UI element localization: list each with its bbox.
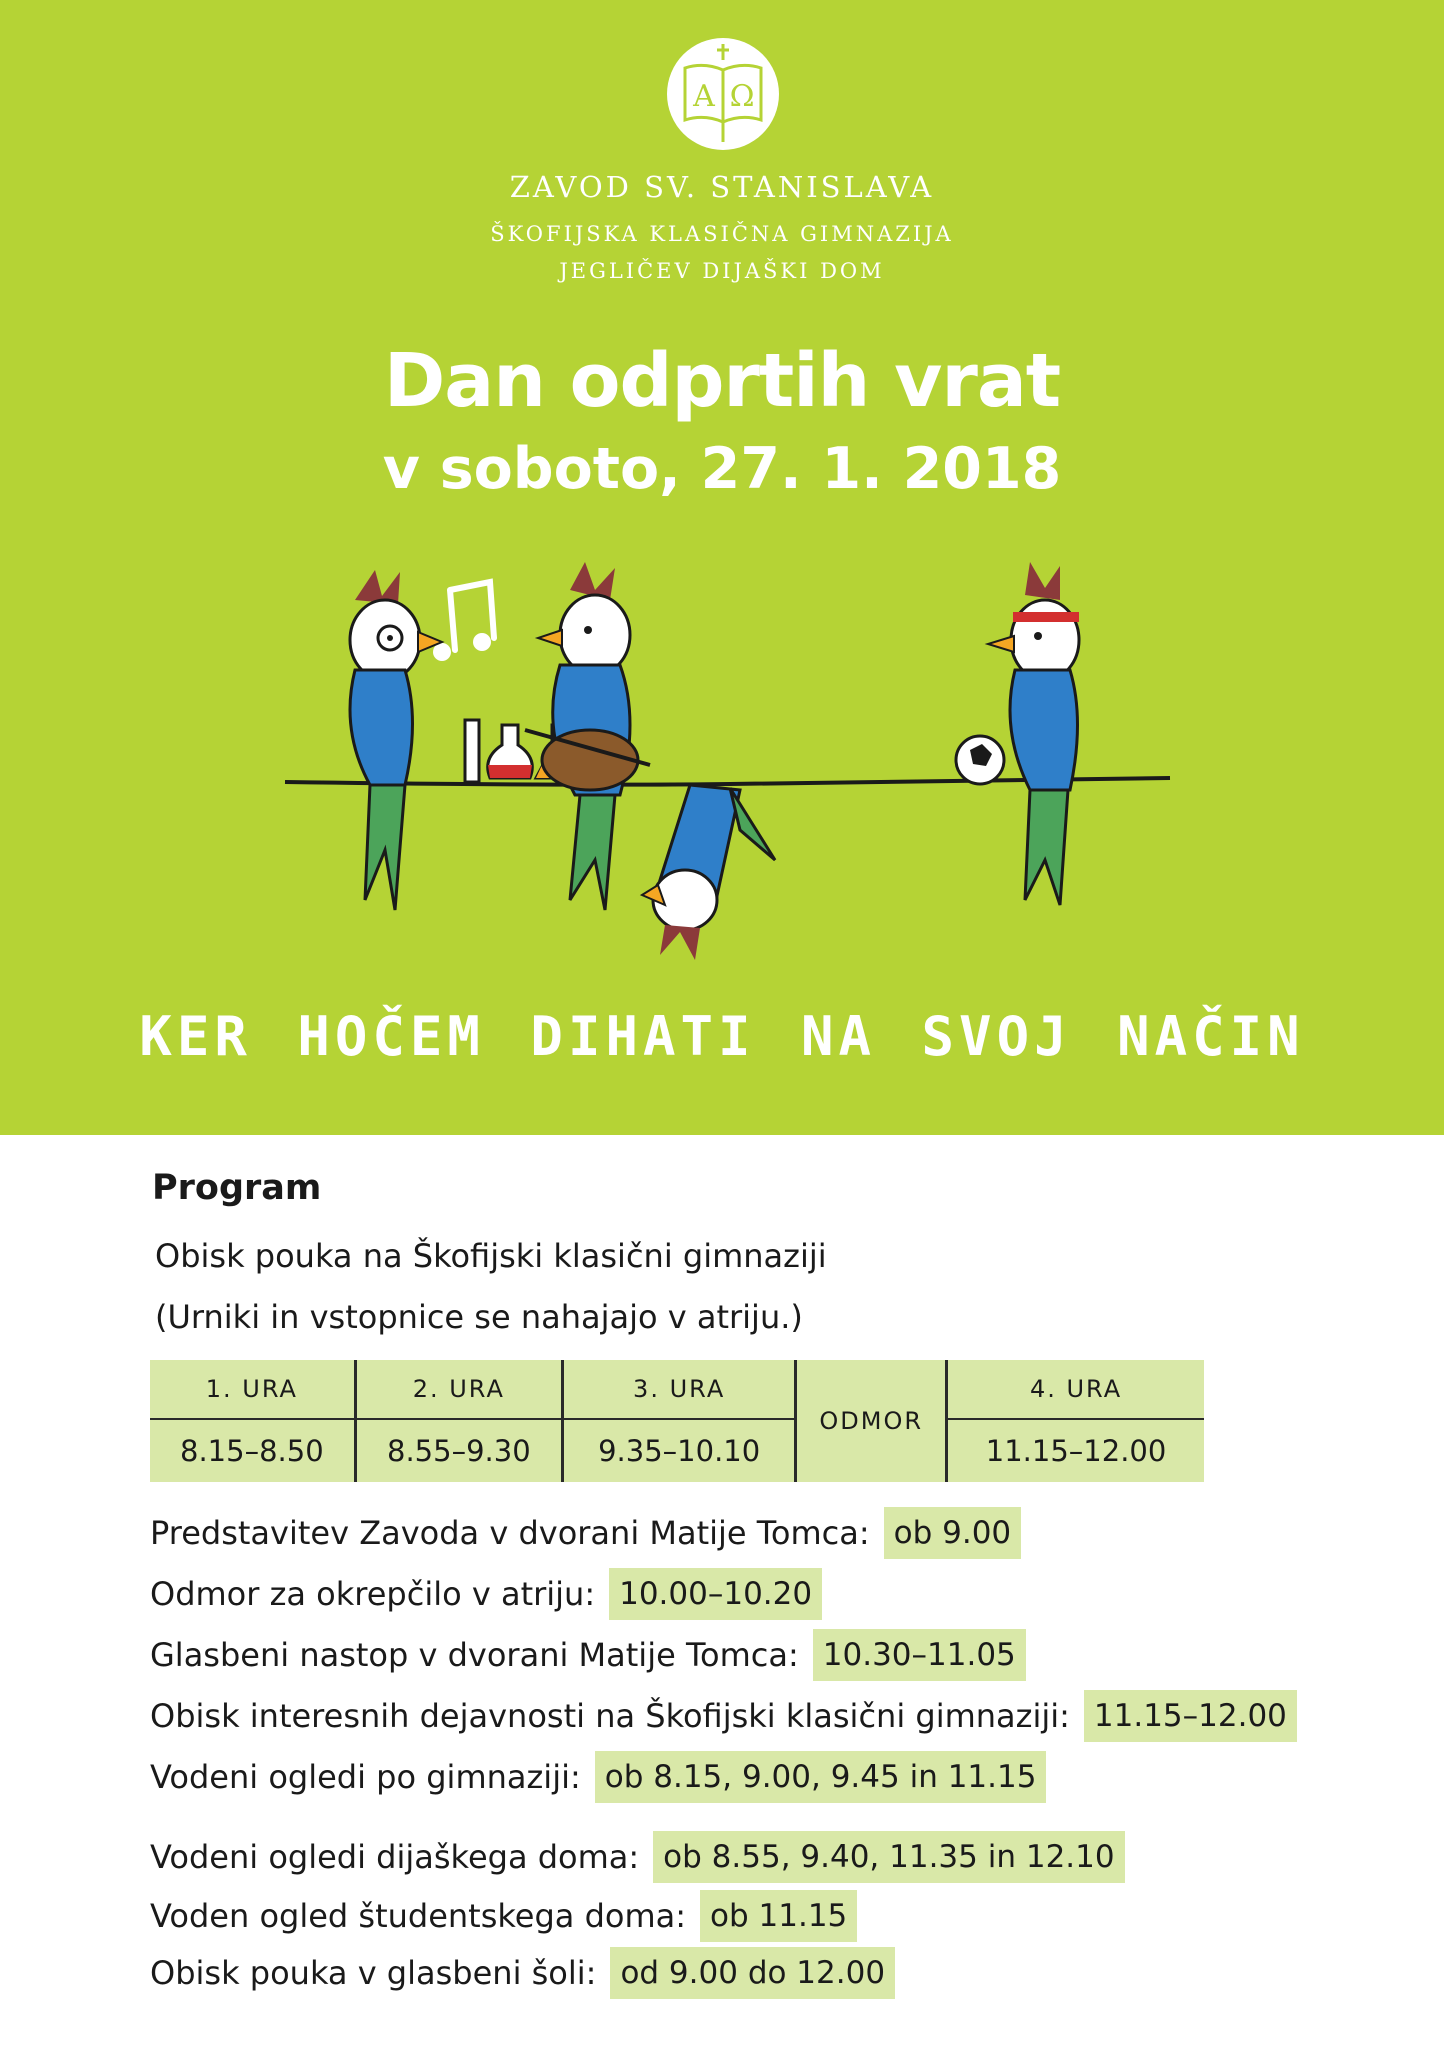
schedule-time-3: 9.35–10.10 (562, 1419, 795, 1482)
program-item-label: Obisk interesnih dejavnosti na Škofijski klasični gimnaziji: (150, 1697, 1070, 1735)
program-item (150, 1507, 1021, 1559)
program-item-time: 10.00–10.20 (609, 1568, 822, 1620)
schedule-time-1: 8.15–8.50 (180, 1434, 324, 1468)
program-item-label: Predstavitev Zavoda v dvorani Matije Tomca: (150, 1514, 870, 1552)
bird-with-glasses (350, 570, 442, 910)
upside-down-bird (642, 785, 775, 960)
svg-text:A: A (693, 79, 715, 114)
schedule-header-1: 1. URA (150, 1360, 355, 1419)
slogan: KER HOČEM DIHATI NA SVOJ NAČIN (139, 1005, 1305, 1068)
program-item-time: 10.30–11.05 (813, 1629, 1026, 1681)
schedule-header-2: 2. URA (355, 1360, 562, 1419)
school-name: ŠKOFIJSKA KLASIČNA GIMNAZIJA (490, 222, 954, 246)
program-item-label: Vodeni ogledi dijaškega doma: (150, 1838, 640, 1876)
program-item (150, 1629, 1026, 1681)
program-item (150, 1568, 822, 1620)
program-item-time: ob 11.15 (700, 1890, 857, 1942)
page-title: Dan odprtih vrat (383, 338, 1061, 424)
program-intro-line1: Obisk pouka na Škofijski klasični gimnaziji (155, 1237, 827, 1275)
dormitory-name: JEGLIČEV DIJAŠKI DOM (559, 259, 885, 283)
bird-with-guitar (525, 562, 650, 910)
program-item-time: ob 8.15, 9.00, 9.45 in 11.15 (595, 1751, 1047, 1803)
program-item (150, 1690, 1297, 1742)
schedule-time-2: 8.55–9.30 (355, 1419, 562, 1482)
program-item (150, 1947, 895, 1999)
schedule-break: ODMOR (796, 1360, 947, 1482)
program-item-time: od 9.00 do 12.00 (610, 1947, 895, 1999)
svg-text:Ω: Ω (729, 79, 755, 114)
school-logo (667, 38, 779, 150)
program-item-time: ob 9.00 (884, 1507, 1022, 1559)
bird-with-headband (988, 562, 1079, 905)
org-name: ZAVOD SV. STANISLAVA (509, 170, 935, 204)
program-intro-line2: (Urniki in vstopnice se nahajajo v atriju.) (155, 1298, 803, 1336)
program-item-label: Glasbeni nastop v dvorani Matije Tomca: (150, 1636, 799, 1674)
program-item-time: 11.15–12.00 (1084, 1690, 1297, 1742)
program-item (150, 1890, 857, 1942)
program-item (150, 1831, 1125, 1883)
event-date: v soboto, 27. 1. 2018 (382, 436, 1062, 502)
schedule-header-3: 3. URA (562, 1360, 795, 1419)
program-item-label: Odmor za okrepčilo v atriju: (150, 1575, 596, 1613)
alpha-omega-book-icon (667, 38, 779, 150)
schedule-time-4: 11.15–12.00 (947, 1419, 1204, 1482)
program-item (150, 1751, 1046, 1803)
program-item-time: ob 8.55, 9.40, 11.35 in 12.10 (653, 1831, 1124, 1883)
program-item-label: Obisk pouka v glasbeni šoli: (150, 1954, 597, 1992)
program-item-label: Voden ogled študentskega doma: (150, 1897, 687, 1935)
program-item-label: Vodeni ogledi po gimnaziji: (150, 1758, 581, 1796)
program-heading: Program (152, 1168, 322, 1208)
schedule-header-4: 4. URA (947, 1360, 1204, 1419)
birds-illustration (270, 560, 1190, 980)
class-schedule-table (150, 1360, 1204, 1482)
